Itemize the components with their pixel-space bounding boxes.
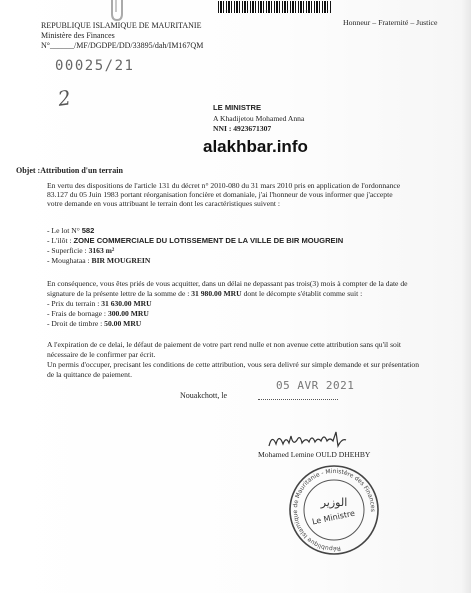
bornage-label: - Frais de bornage : [47, 309, 107, 318]
page-edge-shadow [461, 0, 471, 593]
intro-line-1: En vertu des dispositions de l'article 131 du décret n° 2010-080 du 31 mars 2010 pris en application de l'ordonnance [47, 181, 401, 190]
expiry-line-3: Un permis d'occuper, precisant les conditions de cette attribution, vous sera delivré sur simple demande et sur présentation [47, 360, 419, 369]
recipient-name: A Khadijetou Mohamed Anna [213, 114, 305, 123]
handwritten-mark: 2 [56, 85, 73, 111]
recipient-nni: NNI : 4923671307 [213, 124, 272, 133]
price-value: 31 630.00 MRU [101, 299, 152, 308]
signatory-name: Mohamed Lemine OULD DHEHBY [258, 450, 371, 459]
timbre-line [47, 319, 141, 329]
barcode [218, 1, 331, 13]
ilot-label: - L'ilôt : [47, 236, 72, 245]
payment-text-a: signature de la présente lettre de la somme de : [47, 289, 190, 298]
timbre-value: 50.00 MRU [104, 319, 142, 328]
payment-text-b: dont le décompte s'établit comme suit : [243, 289, 363, 298]
sender-title: LE MINISTRE [213, 103, 262, 112]
ilot-value: ZONE COMMERCIALE DU LOTISSEMENT DE LA VILLE DE BIR MOUGREIN [73, 236, 344, 245]
site-watermark: alakhbar.info [203, 137, 308, 156]
republic-name: REPUBLIQUE ISLAMIQUE DE MAURITANIE [41, 21, 202, 30]
price-label: - Prix du terrain : [47, 299, 100, 308]
payment-line-2 [47, 289, 362, 299]
surface-value: 3163 m² [88, 246, 115, 255]
moughataa-line [47, 256, 150, 266]
seal-center-text: Le Ministre [311, 508, 356, 527]
price-line [47, 299, 152, 309]
date-dotted-line [258, 398, 338, 400]
seal-ring-text: République Islamique de Mauritanie - Ministère des Finances [291, 467, 377, 553]
ilot-line [47, 236, 343, 246]
bornage-line [47, 309, 149, 319]
payment-amount: 31 980.00 MRU [191, 289, 242, 298]
intro-line-2: 83.127 du 05 Juin 1983 portant réorganisation foncière et domaniale, j'ai l'honneur de vous informer que j'accepte [47, 190, 393, 199]
national-motto: Honneur – Fraternité – Justice [343, 18, 438, 27]
moughataa-label: - Moughataa : [47, 256, 90, 265]
lot-line [47, 226, 94, 236]
paperclip-icon [106, 0, 128, 22]
svg-text:République Islamique de Maurit [286, 462, 382, 558]
timbre-label: - Droit de timbre : [47, 319, 103, 328]
payment-line-1: En conséquence, vous êtes priés de vous acquitter, dans un délai ne depassant pas trois(3) mois à compter de la date de [47, 279, 408, 288]
lot-number: 582 [81, 226, 95, 235]
expiry-line-2: nécessaire de le confirmer par écrit. [47, 350, 156, 359]
place-date-label: Nouakchott, le [180, 391, 228, 400]
seal-arabic-text: الوزير [320, 496, 348, 509]
letter-object: Objet :Attribution d'un terrain [16, 166, 123, 175]
ministry-name: Ministère des Finances [41, 31, 115, 40]
official-seal [286, 462, 382, 558]
expiry-line-1: A l'expiration de ce delai, le défaut de paiement de votre part rend nulle et non avenue cette attribution sans qu'il soit [47, 340, 402, 349]
reference-number: N°______/MF/DGDPE/DD/33895/dah/IM167QM [41, 41, 204, 50]
date-stamp: 05 AVR 2021 [276, 379, 355, 392]
expiry-line-4: de la quittance de paiement. [47, 370, 132, 379]
bornage-value: 300.00 MRU [107, 309, 149, 318]
surface-line [47, 246, 114, 256]
lot-label: - Le lot N° [47, 226, 80, 235]
registration-stamp: 00025/21 [55, 58, 135, 74]
surface-label: - Superficie : [47, 246, 87, 255]
moughataa-value: BIR MOUGREIN [91, 256, 151, 265]
intro-line-3: votre demande en vous attribuant le terrain dont les caractéristiques suivent : [47, 199, 281, 208]
